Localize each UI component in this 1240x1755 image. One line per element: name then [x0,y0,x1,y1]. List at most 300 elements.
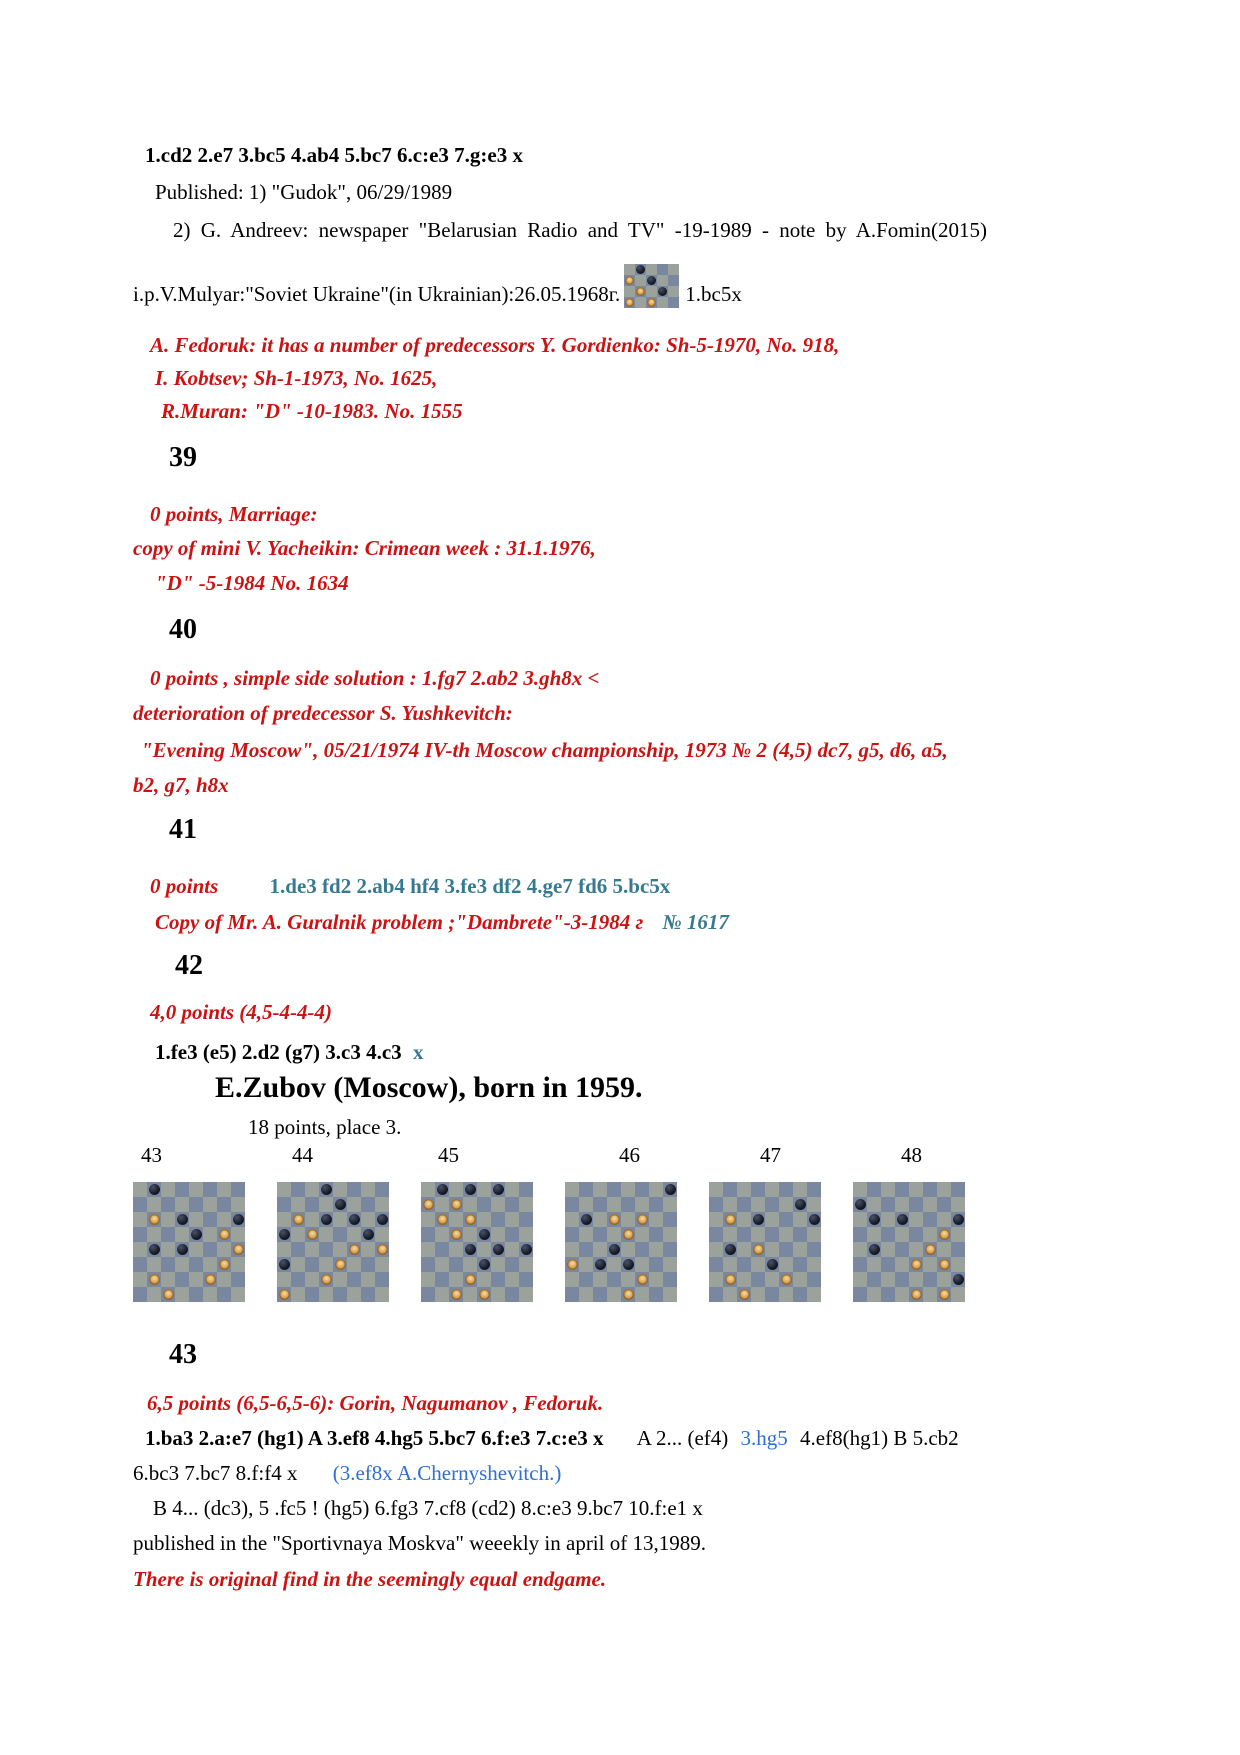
board-square [737,1227,751,1242]
board-square [217,1227,231,1242]
board-square [375,1182,389,1197]
board-square [579,1212,593,1227]
white-checker-piece [279,1289,290,1300]
board-square [231,1257,245,1272]
board-square [421,1242,435,1257]
board-square [909,1287,923,1302]
checkers-board-45 [421,1182,534,1302]
black-checker-piece [647,276,656,285]
problem-42-heading: 42 [175,950,203,981]
board-square [175,1242,189,1257]
board-square [217,1257,231,1272]
board-square [737,1242,751,1257]
board-square [751,1212,765,1227]
board-square [347,1182,361,1197]
board-square [635,1227,649,1242]
board-square [909,1257,923,1272]
mulyar-text-post: 1.bc5x [685,282,742,306]
board-square [477,1197,491,1212]
board-square [723,1242,737,1257]
board-square [319,1182,333,1197]
board-square [937,1212,951,1227]
board-square [505,1242,519,1257]
board-square [361,1242,375,1257]
board-square [909,1227,923,1242]
board-square [867,1272,881,1287]
board-square [305,1182,319,1197]
problem-39-heading: 39 [169,442,197,473]
board-square [621,1242,635,1257]
board-square [621,1257,635,1272]
white-checker-piece [625,298,634,307]
board-square [909,1242,923,1257]
board-square [649,1287,663,1302]
board-square [621,1197,635,1212]
diagram-44 [277,1142,390,1302]
board-square [161,1182,175,1197]
board-square [175,1257,189,1272]
board-square [375,1257,389,1272]
board-square [607,1212,621,1227]
board-square [657,264,668,275]
board-square [807,1257,821,1272]
board-square [305,1272,319,1287]
board-square [217,1212,231,1227]
board-square [333,1272,347,1287]
board-square [853,1287,867,1302]
white-checker-piece [349,1244,360,1255]
white-checker-piece [939,1289,950,1300]
board-square [793,1182,807,1197]
board-square [189,1227,203,1242]
board-square [793,1197,807,1212]
board-square [881,1227,895,1242]
board-square [161,1257,175,1272]
board-square [853,1182,867,1197]
white-checker-piece [609,1214,620,1225]
diagram-47 [709,1142,822,1302]
board-square [435,1242,449,1257]
board-square [319,1257,333,1272]
black-checker-piece [725,1244,736,1255]
andreev-line: 2) G. Andreev: newspaper "Belarusian Radio and TV" -19-1989 - note by A.Fomin(2015) [173,218,987,242]
white-checker-piece [149,1274,160,1285]
board-square [779,1242,793,1257]
board-square [593,1197,607,1212]
checkers-board-44 [277,1182,390,1302]
white-checker-piece [149,1214,160,1225]
diagram-43 [133,1142,246,1302]
board-square [133,1212,147,1227]
board-square [895,1257,909,1272]
black-checker-piece [363,1229,374,1240]
board-square [646,275,657,286]
board-square [147,1197,161,1212]
board-square [133,1272,147,1287]
problem-43-solution-line2 [133,1460,1110,1487]
problem-42-moves-line [155,1039,1110,1066]
board-square [793,1227,807,1242]
board-square [579,1182,593,1197]
board-square [347,1212,361,1227]
board-square [175,1182,189,1197]
board-square [161,1242,175,1257]
board-square [519,1272,533,1287]
board-square [663,1212,677,1227]
board-square [649,1197,663,1212]
white-checker-piece [437,1214,448,1225]
board-square [375,1287,389,1302]
board-square [519,1197,533,1212]
white-checker-piece [939,1229,950,1240]
board-square [807,1287,821,1302]
problem-43-variant-a2: 4.ef8(hg1) B 5.cb2 [800,1426,959,1450]
board-square [175,1272,189,1287]
board-square [635,1212,649,1227]
board-square [277,1182,291,1197]
board-square [133,1287,147,1302]
board-square [867,1212,881,1227]
board-square [793,1272,807,1287]
board-square [723,1197,737,1212]
diagram-45-label: 45 [438,1143,459,1167]
board-square [277,1272,291,1287]
board-square [189,1287,203,1302]
white-checker-piece [293,1214,304,1225]
board-square [291,1242,305,1257]
black-checker-piece [595,1259,606,1270]
board-square [663,1227,677,1242]
board-square [491,1182,505,1197]
board-square [663,1287,677,1302]
board-square [593,1287,607,1302]
board-square [491,1212,505,1227]
board-square [189,1242,203,1257]
board-square [895,1212,909,1227]
board-square [477,1242,491,1257]
board-square [291,1257,305,1272]
board-square [203,1257,217,1272]
board-square [649,1227,663,1242]
board-square [147,1212,161,1227]
board-square [203,1227,217,1242]
board-square [203,1287,217,1302]
board-square [635,1272,649,1287]
white-checker-piece [423,1199,434,1210]
board-square [765,1227,779,1242]
problem-41-number: № 1617 [662,910,729,934]
board-square [923,1257,937,1272]
board-square [923,1287,937,1302]
problem-43-final-note: There is original find in the seemingly equal endgame. [133,1567,607,1591]
problem-43-solution-line1 [145,1425,1110,1452]
board-square [579,1272,593,1287]
problem-40-heading: 40 [169,614,197,645]
white-checker-piece [623,1229,634,1240]
board-square [375,1227,389,1242]
board-square [779,1197,793,1212]
board-square [635,1242,649,1257]
problem-40-note3: b2, g7, h8x [133,773,229,797]
board-square [909,1182,923,1197]
board-square [765,1182,779,1197]
board-square [779,1257,793,1272]
board-square [649,1182,663,1197]
black-checker-piece [665,1184,676,1195]
board-square [593,1242,607,1257]
problem-39-note1: copy of mini V. Yacheikin: Crimean week : 31.1.1976, [133,536,596,560]
black-checker-piece [581,1214,592,1225]
board-square [635,1197,649,1212]
board-square [668,297,679,308]
board-square [621,1272,635,1287]
board-square [421,1182,435,1197]
board-square [361,1272,375,1287]
board-square [621,1212,635,1227]
board-square [709,1242,723,1257]
white-checker-piece [377,1244,388,1255]
board-square [565,1182,579,1197]
black-checker-piece [377,1214,388,1225]
board-square [621,1227,635,1242]
white-checker-piece [335,1259,346,1270]
white-checker-piece [307,1229,318,1240]
black-checker-piece [493,1184,504,1195]
black-checker-piece [658,287,667,296]
black-checker-piece [321,1214,332,1225]
board-square [867,1242,881,1257]
black-checker-piece [521,1244,532,1255]
black-checker-piece [479,1229,490,1240]
board-square [203,1212,217,1227]
black-checker-piece [177,1244,188,1255]
board-square [161,1197,175,1212]
white-checker-piece [647,298,656,307]
board-square [477,1212,491,1227]
board-square [881,1197,895,1212]
board-square [709,1257,723,1272]
board-square [421,1197,435,1212]
board-square [635,1257,649,1272]
black-checker-piece [623,1259,634,1270]
board-square [565,1272,579,1287]
board-square [709,1212,723,1227]
checkers-board-47 [709,1182,822,1302]
board-square [347,1197,361,1212]
board-square [867,1257,881,1272]
white-checker-piece [567,1259,578,1270]
board-square [189,1272,203,1287]
board-square [361,1287,375,1302]
board-square [668,286,679,297]
board-square [737,1257,751,1272]
board-square [231,1272,245,1287]
board-square [593,1182,607,1197]
board-square [305,1287,319,1302]
board-square [189,1197,203,1212]
board-square [853,1272,867,1287]
board-square [593,1257,607,1272]
problem-41-heading: 41 [169,814,197,845]
board-square [951,1242,965,1257]
board-square [519,1287,533,1302]
board-square [491,1272,505,1287]
board-square [723,1257,737,1272]
fedoruk-note-line2: I. Kobtsev; Sh-1-1973, No. 1625, [155,366,438,390]
board-square [319,1242,333,1257]
board-square [635,297,646,308]
board-square [709,1272,723,1287]
board-square [635,286,646,297]
black-checker-piece [493,1244,504,1255]
white-checker-piece [623,1289,634,1300]
board-square [505,1272,519,1287]
board-square [923,1197,937,1212]
board-square [277,1287,291,1302]
author-subtitle: 18 points, place 3. [248,1115,402,1139]
checkers-board-43 [133,1182,246,1302]
board-square [319,1272,333,1287]
white-checker-piece [739,1289,750,1300]
board-square [175,1287,189,1302]
board-square [649,1242,663,1257]
board-square [491,1227,505,1242]
white-checker-piece [451,1199,462,1210]
board-square [449,1227,463,1242]
board-square [951,1272,965,1287]
board-square [347,1287,361,1302]
board-square [161,1212,175,1227]
board-square [161,1272,175,1287]
problem-39-note2: "D" -5-1984 No. 1634 [155,571,349,595]
board-square [951,1182,965,1197]
white-checker-piece [725,1214,736,1225]
board-square [723,1287,737,1302]
board-square [217,1197,231,1212]
board-square [291,1272,305,1287]
board-square [765,1197,779,1212]
board-square [649,1212,663,1227]
board-square [751,1197,765,1212]
problem-41-points: 0 points [150,874,219,898]
board-square [737,1212,751,1227]
problem-42-points: 4,0 points (4,5-4-4-4) [150,1000,332,1024]
board-square [217,1242,231,1257]
board-square [217,1272,231,1287]
board-square [779,1227,793,1242]
board-square [937,1227,951,1242]
board-square [133,1257,147,1272]
board-square [477,1272,491,1287]
board-square [663,1242,677,1257]
board-square [923,1242,937,1257]
board-square [175,1212,189,1227]
board-square [737,1182,751,1197]
board-square [491,1197,505,1212]
black-checker-piece [149,1244,160,1255]
board-square [449,1197,463,1212]
board-square [375,1197,389,1212]
board-square [463,1227,477,1242]
board-square [449,1242,463,1257]
board-square [203,1182,217,1197]
black-checker-piece [437,1184,448,1195]
board-square [663,1197,677,1212]
board-square [793,1287,807,1302]
board-square [593,1227,607,1242]
author-title: E.Zubov (Moscow), born in 1959. [215,1071,643,1104]
white-checker-piece [637,1274,648,1285]
board-square [435,1212,449,1227]
board-square [779,1182,793,1197]
board-square [449,1182,463,1197]
board-square [881,1242,895,1257]
board-square [291,1182,305,1197]
board-square [147,1287,161,1302]
white-checker-piece [479,1289,490,1300]
board-square [579,1227,593,1242]
board-square [347,1257,361,1272]
board-square [189,1182,203,1197]
board-square [463,1287,477,1302]
black-checker-piece [767,1259,778,1270]
white-checker-piece [725,1274,736,1285]
black-checker-piece [753,1214,764,1225]
board-square [853,1242,867,1257]
white-checker-piece [451,1289,462,1300]
board-square [565,1242,579,1257]
board-square [663,1272,677,1287]
board-square [147,1272,161,1287]
board-square [277,1242,291,1257]
problem-40-points: 0 points , simple side solution : 1.fg7 2.ab2 3.gh8x < [150,666,600,690]
board-square [895,1197,909,1212]
board-square [477,1182,491,1197]
black-checker-piece [349,1214,360,1225]
board-square [607,1227,621,1242]
board-square [923,1182,937,1197]
board-square [319,1227,333,1242]
white-checker-piece [163,1289,174,1300]
board-square [881,1257,895,1272]
board-square [505,1182,519,1197]
checkers-board-inline [624,264,679,308]
board-square [133,1227,147,1242]
board-square [189,1212,203,1227]
board-square [895,1287,909,1302]
black-checker-piece [279,1229,290,1240]
board-square [421,1212,435,1227]
board-square [657,286,668,297]
inline-board-image [624,264,679,308]
mulyar-line [133,246,1110,308]
mulyar-text-pre: i.p.V.Mulyar:"Soviet Ukraine"(in Ukrainian):26.05.1968г. [133,282,621,306]
board-square [147,1242,161,1257]
board-square [565,1287,579,1302]
board-square [895,1182,909,1197]
board-square [593,1272,607,1287]
board-square [333,1257,347,1272]
board-square [951,1287,965,1302]
board-square [751,1272,765,1287]
diagram-strip [133,1142,1110,1302]
board-square [951,1257,965,1272]
board-square [347,1242,361,1257]
board-square [347,1272,361,1287]
problem-42-x: x [412,1040,424,1064]
published-line: Published: 1) "Gudok", 06/29/1989 [155,180,453,204]
board-square [951,1227,965,1242]
